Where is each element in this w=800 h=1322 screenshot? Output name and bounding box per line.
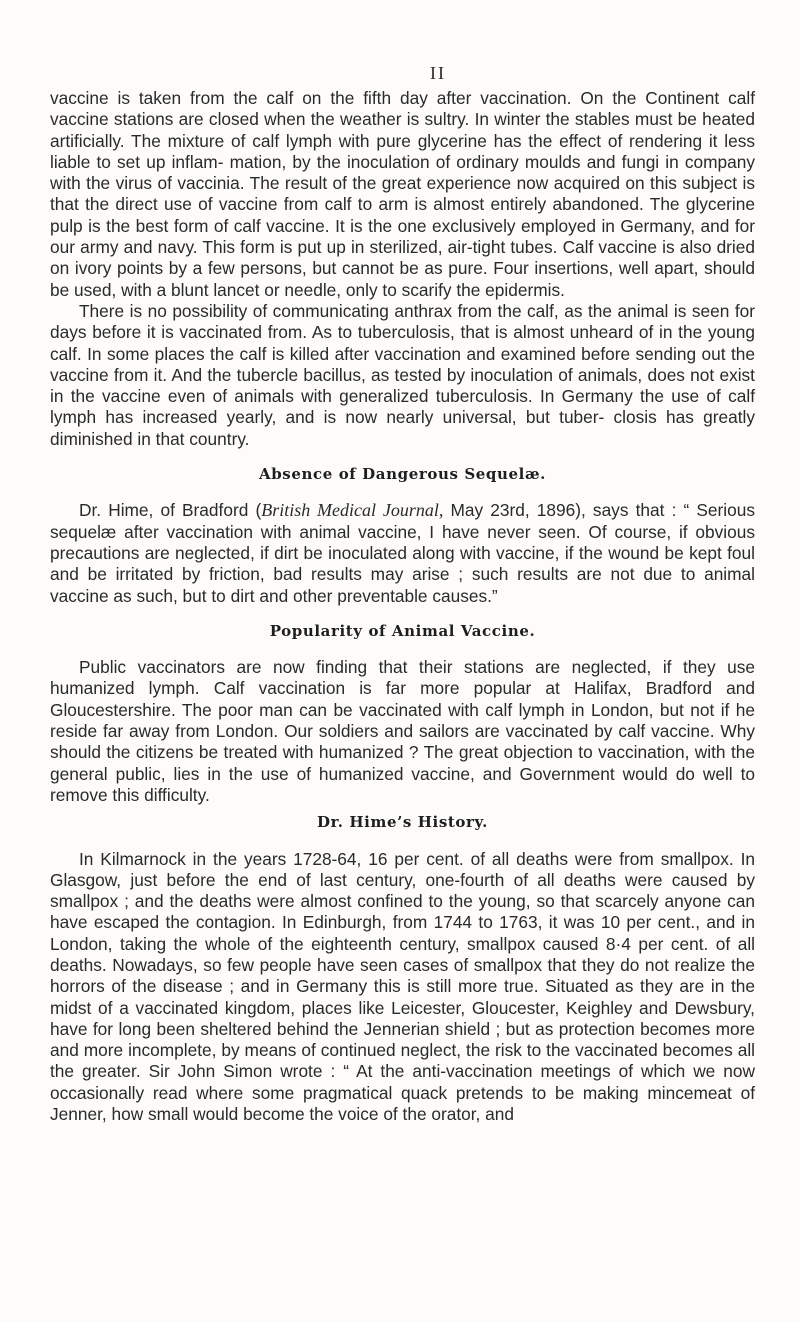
page-number: II xyxy=(430,63,446,83)
paragraph-dr-hime-quote xyxy=(50,500,755,606)
heading-popularity-of-animal-vaccine: Popularity of Animal Vaccine. xyxy=(269,621,536,640)
heading-absence-of-dangerous-sequelae: Absence of Dangerous Sequelæ. xyxy=(258,465,546,484)
paragraph-smallpox-history: In Kilmarnock in the years 1728-64, 16 per cent. of all deaths were from smallpox. In Glasgow, just before the end of last century, one-fourth of all deaths were caused by smallpox ; and the deaths were almost confined to the young, so that scarcely anyone can have escaped the contagion. In Edinburgh, from 1744 to 1763, it was 10 per cent., and in London, taking the whole of the eighteenth century, smallpox caused 8·4 per cent. of all deaths. Nowadays, so few people have seen cases of smallpox that they do not realize the horrors of the disease ; and in Germany this is still more true. Situated as they are in the midst of a vaccinated kingdom, places like Leicester, Gloucester, Keighley and Dewsbury, have for long been sheltered behind the Jennerian shield ; but as protection becomes more and more incomplete, by means of continued neglect, the risk to the vaccinated becomes all the greater. Sir John Simon wrote : “ At the anti-vaccination meetings of which we now occasionally read where some pragmatical quack pretends to be making mincemeat of Jenner, how small would become the voice of the orator, and xyxy=(50,848,755,1125)
heading-dr-himes-history: Dr. Hime’s History. xyxy=(317,813,488,832)
paragraph-public-vaccinators: Public vaccinators are now finding that their stations are neglected, if they use humanized lymph. Calf vaccination is far more popular at Halifax, Bradford and Gloucestershire. The poor man can be vaccinated with calf lymph in London, but not if he reside far away from London. Our soldiers and sailors are vaccinated by calf vaccine. Why should the citizens be treated with humanized ? The great objection to vaccination, with the general public, lies in the use of humanized vaccine, and Government would do well to remove this difficulty. xyxy=(50,657,755,805)
paragraph-anthrax-tuberculosis: There is no possibility of communicating anthrax from the calf, as the animal is seen for days before it is vaccinated from. As to tuberculosis, that is almost unheard of in the young calf. In some places the calf is killed after vaccination and examined before sending out the vaccine from it. And the tubercle bacillus, as tested by inoculation of animals, does not exist in the vaccine even of animals with generalized tuberculosis. In Germany the use of calf lymph has increased yearly, and is now nearly universal, but tuber- closis has greatly diminished in that country. xyxy=(50,300,755,449)
quote-lead-text: Dr. Hime, of Bradford ( xyxy=(79,500,262,521)
paragraph-calf-vaccine: vaccine is taken from the calf on the fifth day after vaccination. On the Continent calf vaccine stations are closed when the weather is sultry. In winter the stables must be heated artificially. The mixture of calf lymph with pure glycerine has the effect of rendering it less liable to set up inflam- mation, by the inoculation of ordinary moulds and fungi in company with the virus of vaccinia. The result of the great experience now acquired on this subject is that the direct use of vaccine from calf to arm is almost entirely abandoned. The glycerine pulp is the best form of calf vaccine. It is the one exclusively employed in Germany, and for our army and navy. This form is put up in sterilized, air-tight tubes. Calf vaccine is also dried on ivory points by a few persons, but cannot be as pure. Four insertions, well apart, should be used, with a blunt lancet or needle, only to scarify the epidermis. xyxy=(50,88,755,300)
quote-body-text: May 23rd, 1896), says that : “ Serious sequelæ after vaccination with animal vaccine, I have never seen. Of course, if obvious precautions are neglected, if dirt be inoculated along with vaccine, if the wound be kept foul and be irritated by friction, bad results may arise ; such results are not due to animal vaccine as such, but to dirt and other preventable causes.” xyxy=(50,500,755,606)
body-text xyxy=(50,88,755,1125)
journal-title: British Medical Journal, xyxy=(261,500,444,521)
